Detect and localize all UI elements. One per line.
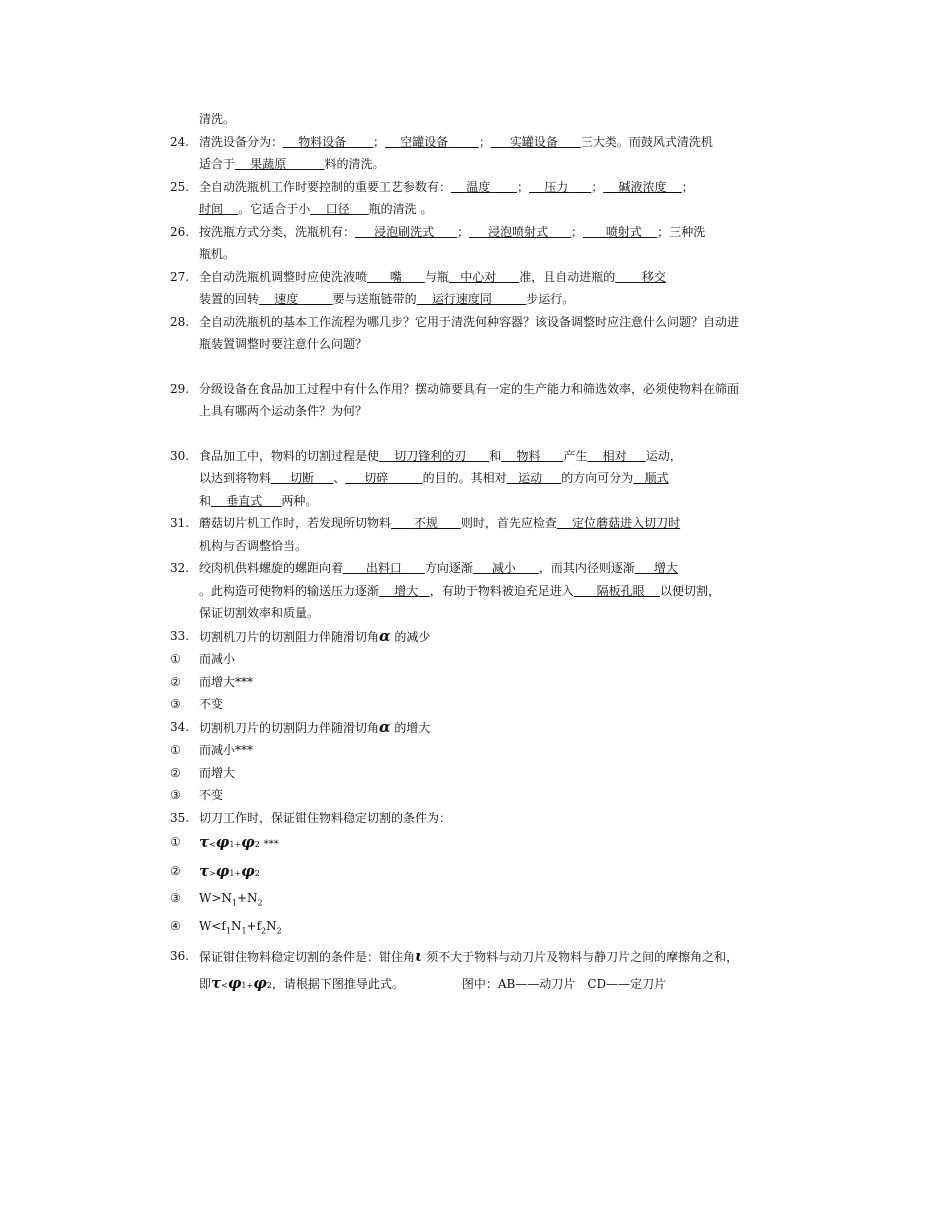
option-mark: ① — [170, 743, 181, 757]
text: 方向逐渐 — [424, 561, 473, 575]
phi-symbol: φ — [241, 862, 255, 880]
text: 适合于 — [199, 157, 236, 171]
text: 全自动洗瓶机工作时要控制的重要工艺参数有： — [199, 179, 452, 194]
text: 即 — [199, 976, 212, 991]
option-mark: ① — [170, 835, 181, 849]
formula-part: W<f — [199, 918, 226, 933]
text: 的目的。其相对 — [422, 471, 507, 485]
option-1 — [0, 739, 779, 762]
question-number: 31. — [170, 516, 190, 530]
answer-blank: 碱液浓度 — [618, 179, 667, 194]
subscript: 2 — [266, 980, 272, 990]
answer-blank: 相对 — [602, 448, 627, 463]
question-list — [0, 108, 950, 999]
text: 。它适合于小 — [238, 202, 311, 216]
question-number: 25. — [170, 179, 190, 194]
text: 和 — [489, 448, 502, 463]
subscript: 1 — [225, 926, 231, 936]
text: ，有助于物料被迫充足进入 — [429, 583, 574, 598]
alpha-symbol: α — [379, 626, 391, 645]
text: 全自动洗瓶机的基本工作流程为哪几步？它用于清洗何种容器？该设备调整时应注意什么问题？自动进 — [199, 314, 740, 329]
text: 瓶装置调整时要注意什么问题？ — [199, 337, 368, 351]
text: 蘑菇切片机工作时，若发现所切物料 — [199, 516, 392, 530]
text: 的方向可分为 — [561, 471, 634, 485]
q23-continuation — [0, 108, 779, 131]
text: 保证切割效率和质量。 — [199, 606, 320, 620]
answer-blank: 浸泡喷射式 — [488, 224, 549, 239]
option-text: 不变 — [199, 788, 224, 802]
question-number: 29. — [170, 381, 190, 396]
text: 。此构造可使物料的输送压力逐渐 — [199, 583, 380, 598]
question-30 — [0, 445, 779, 513]
text: ； — [681, 179, 694, 194]
spacer — [0, 356, 950, 378]
formula-part: N — [266, 918, 277, 933]
question-24 — [0, 131, 779, 176]
answer-blank: 运动 — [518, 471, 543, 485]
text: 切割机刀片的切割阻力伴随滑切角 — [199, 629, 380, 644]
answer-blank: 浸泡刷洗式 — [374, 224, 435, 239]
formula-part: +f — [246, 918, 262, 933]
phi-symbol: φ — [215, 833, 230, 851]
text: 须不大于物料与动刀片及物料与静刀片之间的摩擦角之和， — [426, 949, 739, 964]
question-number: 27. — [170, 269, 190, 284]
text: 装置的回转 — [199, 292, 260, 306]
text: 要与送瓶链带的 — [332, 292, 417, 306]
text: 以达到将物料 — [199, 471, 272, 485]
answer-blank: 出料口 — [365, 561, 402, 575]
formula-part: +N — [236, 891, 258, 905]
text: 按洗瓶方式分类，洗瓶机有： — [199, 224, 356, 239]
alpha-symbol: α — [379, 717, 391, 736]
text: ； — [591, 179, 604, 194]
option-mark: ③ — [170, 891, 181, 905]
answer-blank: 速度 — [274, 292, 299, 306]
question-number: 35. — [170, 810, 190, 825]
relation: > — [209, 869, 216, 878]
answer-blank: 空罐设备 — [400, 134, 449, 149]
option-mark: ② — [170, 864, 181, 878]
question-33 — [0, 625, 779, 649]
text: 和 — [199, 493, 212, 508]
answer-blank: 顺式 — [644, 471, 669, 485]
question-34 — [0, 716, 779, 740]
answer-blank: 喷射式 — [605, 224, 642, 239]
phi-symbol: φ — [253, 973, 267, 992]
text: ；三种洗 — [657, 224, 706, 239]
option-1 — [0, 829, 779, 858]
option-mark: ③ — [170, 788, 181, 802]
answer-blank: 时间 — [199, 202, 224, 216]
answer-blank: 温度 — [466, 179, 491, 194]
option-text: 不变 — [199, 697, 224, 711]
text: 准，且自动进瓶的 — [519, 269, 616, 284]
text: 切割机刀片的切割阴力伴随滑切角 — [199, 720, 380, 735]
answer-blank: 口径 — [325, 202, 350, 216]
formula-part: W>N — [199, 891, 232, 905]
text: 清洗设备分为： — [199, 134, 284, 149]
text: 清洗。 — [199, 112, 236, 126]
text: ； — [457, 224, 470, 239]
spacer — [0, 423, 950, 445]
answer-blank: 实罐设备 — [509, 134, 558, 149]
text: 分级设备在食品加工过程中有什么作用？摆动筛要具有一定的生产能力和筛选效率，必须使物料在筛面 — [199, 381, 740, 396]
subscript: 1 — [229, 840, 235, 849]
answer-blank: 运行速度同 — [431, 292, 492, 306]
answer-blank: 定位蘑菇进入切刀时 — [572, 516, 681, 530]
option-3 — [0, 693, 779, 716]
text: 三大类。而鼓风式清洗机 — [580, 134, 713, 149]
relation: < — [221, 980, 228, 990]
formula-part: N — [230, 918, 242, 933]
tau-symbol: τ — [211, 973, 222, 992]
option-text: 而减小 — [199, 652, 236, 666]
text: 绞肉机供料螺旋的螺距向着 — [199, 561, 344, 575]
text: 上具有哪两个运动条件？为何？ — [199, 404, 368, 418]
answer-blank: 移交 — [641, 269, 666, 284]
figure-caption: 图中：AB——动刀片 CD——定刀片 — [461, 976, 667, 991]
answer-blank: 增大 — [653, 561, 678, 575]
text: 产生 — [563, 448, 588, 463]
text: ； — [373, 134, 386, 149]
text: 则时，首先应检查 — [460, 516, 557, 530]
plus: + — [246, 980, 254, 990]
option-text: 而增大*** — [199, 674, 254, 689]
text: 运动， — [645, 448, 682, 463]
option-3 — [0, 887, 779, 915]
question-number: 24. — [170, 134, 190, 149]
option-2 — [0, 671, 779, 694]
question-number: 33. — [170, 628, 190, 643]
text: 两种。 — [281, 493, 318, 508]
text: 瓶机。 — [199, 247, 236, 261]
text: 切刀工作时，保证钳住物料稳定切割的条件为： — [199, 810, 452, 825]
subscript: 2 — [254, 840, 260, 849]
option-2 — [0, 762, 779, 785]
option-1 — [0, 648, 779, 671]
text: 、 — [333, 471, 346, 485]
question-29 — [0, 378, 779, 423]
text: 的增大 — [394, 720, 431, 735]
text: 以便切割， — [659, 583, 720, 598]
question-number: 26. — [170, 224, 190, 239]
option-mark: ② — [170, 765, 181, 780]
subscript: 2 — [257, 898, 263, 908]
subscript: 2 — [254, 869, 260, 878]
option-4 — [0, 915, 779, 943]
phi-symbol: φ — [241, 833, 255, 851]
phi-symbol: φ — [227, 973, 242, 992]
question-number: 32. — [170, 561, 190, 575]
option-3 — [0, 784, 779, 807]
subscript: 2 — [261, 926, 267, 936]
text: ，而其内径则逐渐 — [538, 561, 635, 575]
answer-blank: 切断 — [290, 471, 315, 485]
option-2 — [0, 858, 779, 887]
iota-symbol: ι — [415, 946, 423, 965]
subscript: 1 — [231, 898, 237, 908]
text: 料的清洗。 — [324, 157, 385, 171]
plus: + — [234, 869, 242, 878]
question-26 — [0, 221, 779, 266]
question-number: 30. — [170, 448, 190, 463]
question-25 — [0, 176, 779, 221]
answer-blank: 切碎 — [364, 471, 389, 485]
subscript: 1 — [229, 869, 235, 878]
answer-blank: 果蔬原 — [250, 157, 287, 171]
option-mark: ① — [170, 652, 181, 666]
question-27 — [0, 266, 779, 311]
text: 步运行。 — [526, 292, 575, 306]
question-number: 34. — [170, 719, 190, 734]
answer-blank: 物料 — [516, 448, 541, 463]
subscript: 1 — [241, 926, 247, 936]
option-text: 而减小*** — [199, 743, 254, 757]
tau-symbol: τ — [199, 833, 210, 851]
text: 的减少 — [394, 629, 431, 644]
answer-blank: 压力 — [544, 179, 569, 194]
text: ； — [517, 179, 530, 194]
answer-blank: 切刀锋利的刃 — [394, 448, 467, 463]
phi-symbol: φ — [215, 862, 230, 880]
relation: < — [209, 840, 216, 849]
answer-blank: 垂直式 — [226, 493, 263, 508]
subscript: 2 — [276, 926, 282, 936]
option-text: 而增大 — [199, 765, 236, 780]
answer-blank: 增大 — [394, 583, 419, 598]
answer-mark: *** — [263, 839, 279, 850]
answer-blank: 不规 — [413, 516, 438, 530]
subscript: 1 — [241, 980, 247, 990]
tau-symbol: τ — [199, 862, 210, 880]
question-number: 36. — [170, 948, 190, 963]
question-35 — [0, 807, 779, 830]
option-mark: ④ — [170, 918, 181, 933]
text: 全自动洗瓶机调整时应使洗液喷 — [199, 269, 368, 284]
question-32 — [0, 557, 779, 625]
answer-blank: 嘴 — [389, 269, 402, 284]
question-28 — [0, 311, 779, 356]
answer-blank: 减小 — [491, 561, 516, 575]
text: 与瓶 — [424, 269, 449, 284]
text: ； — [478, 134, 491, 149]
option-mark: ③ — [170, 697, 181, 711]
text: 瓶的清洗 。 — [368, 202, 433, 216]
plus: + — [234, 840, 242, 849]
question-number: 28. — [170, 314, 190, 329]
text: ； — [571, 224, 584, 239]
option-mark: ② — [170, 674, 181, 689]
answer-blank: 隔板孔眼 — [596, 583, 645, 598]
answer-blank: 中心对 — [460, 269, 497, 284]
text: 食品加工中，物料的切割过程是使 — [199, 448, 380, 463]
text: 保证钳住物料稳定切割的条件是：钳住角 — [199, 949, 416, 964]
question-31 — [0, 512, 779, 557]
question-36 — [0, 943, 779, 999]
answer-blank: 物料设备 — [298, 134, 347, 149]
text: 机构与否调整恰当。 — [199, 538, 308, 553]
text: ，请根据下图推导此式。 — [271, 976, 404, 991]
